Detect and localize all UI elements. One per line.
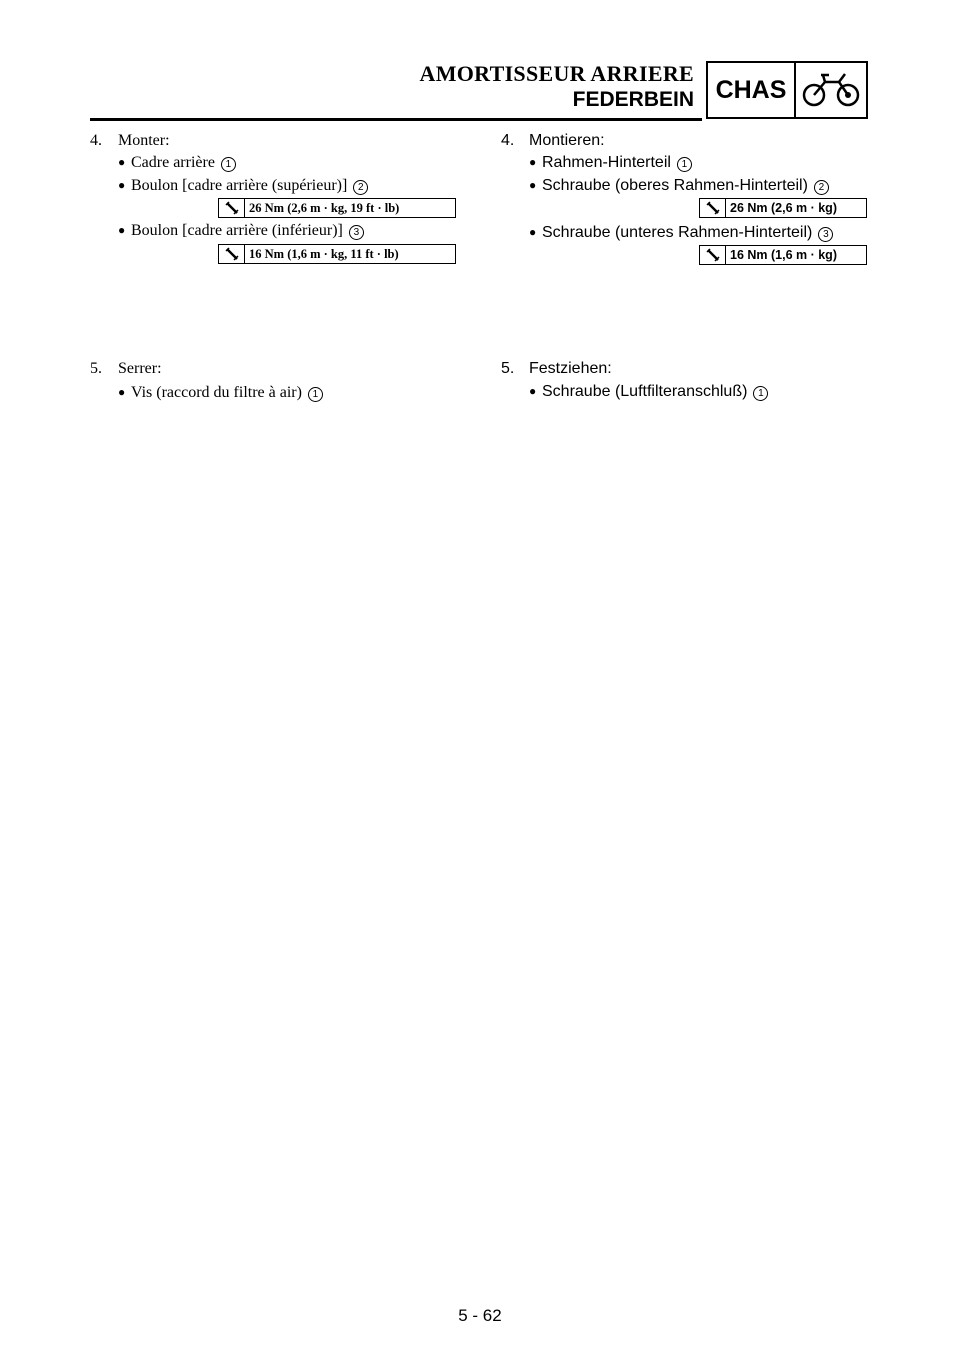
list-item: [118, 154, 236, 172]
step-label: Monter:: [118, 132, 170, 149]
torque-value: 26 Nm (2,6 m · kg): [730, 201, 837, 215]
reference-number: 1: [308, 387, 323, 402]
list-item-text: Boulon [cadre arrière (supérieur)]: [131, 177, 348, 194]
motorcycle-icon: [796, 63, 866, 117]
bullet-dot-icon: ●: [118, 155, 126, 169]
section-code: CHAS: [708, 63, 796, 117]
section-badge: [706, 61, 868, 119]
reference-number: 2: [353, 180, 368, 195]
torque-wrench-icon: [700, 246, 726, 264]
torque-spec: [699, 198, 867, 218]
list-item: [529, 154, 692, 172]
reference-number: 3: [349, 225, 364, 240]
list-item-text: Cadre arrière: [131, 154, 215, 171]
list-item-text: Schraube (oberes Rahmen-Hinterteil): [542, 177, 808, 194]
torque-value: 26 Nm (2,6 m · kg, 19 ft · lb): [249, 200, 400, 215]
torque-spec: [218, 198, 456, 218]
bullet-dot-icon: ●: [118, 223, 126, 237]
bullet-dot-icon: ●: [118, 178, 126, 192]
torque-wrench-icon: [700, 199, 726, 217]
reference-number: 1: [753, 386, 768, 401]
step-5-heading: [90, 360, 162, 378]
list-item: [529, 383, 768, 401]
torque-wrench-icon: [219, 245, 245, 263]
torque-spec: [218, 244, 456, 264]
list-item: [529, 224, 833, 242]
bullet-dot-icon: ●: [529, 155, 537, 169]
bullet-dot-icon: ●: [529, 225, 537, 239]
reference-number: 1: [221, 157, 236, 172]
list-item: [118, 384, 323, 402]
torque-wrench-icon: [219, 199, 245, 217]
step-number: 4.: [90, 132, 102, 149]
step-label: Montieren:: [529, 132, 605, 149]
list-item-text: Vis (raccord du filtre à air): [131, 384, 302, 401]
bullet-dot-icon: ●: [529, 178, 537, 192]
step-4-heading: [501, 132, 605, 150]
list-item-text: Schraube (Luftfilteranschluß): [542, 383, 748, 400]
list-item: [118, 222, 364, 240]
list-item: [529, 177, 829, 195]
step-number: 4.: [501, 132, 515, 149]
reference-number: 2: [814, 180, 829, 195]
page-title-fr: AMORTISSEUR ARRIERE: [419, 61, 694, 86]
bullet-dot-icon: ●: [118, 385, 126, 399]
bullet-dot-icon: ●: [529, 384, 537, 398]
list-item-text: Boulon [cadre arrière (inférieur)]: [131, 222, 343, 239]
torque-value: 16 Nm (1,6 m · kg, 11 ft · lb): [249, 246, 399, 261]
step-number: 5.: [90, 360, 102, 377]
torque-spec: [699, 245, 867, 265]
reference-number: 3: [818, 227, 833, 242]
step-4-heading: [90, 132, 170, 150]
page-title-de: FEDERBEIN: [572, 88, 694, 111]
list-item: [118, 177, 368, 195]
reference-number: 1: [677, 157, 692, 172]
list-item-text: Schraube (unteres Rahmen-Hinterteil): [542, 224, 813, 241]
step-number: 5.: [501, 360, 515, 377]
header-divider: [90, 118, 702, 121]
step-label: Serrer:: [118, 360, 162, 377]
page-number: 5 - 62: [458, 1306, 502, 1325]
torque-value: 16 Nm (1,6 m · kg): [730, 248, 837, 262]
list-item-text: Rahmen-Hinterteil: [542, 154, 671, 171]
step-5-heading: [501, 360, 612, 378]
step-label: Festziehen:: [529, 360, 612, 377]
